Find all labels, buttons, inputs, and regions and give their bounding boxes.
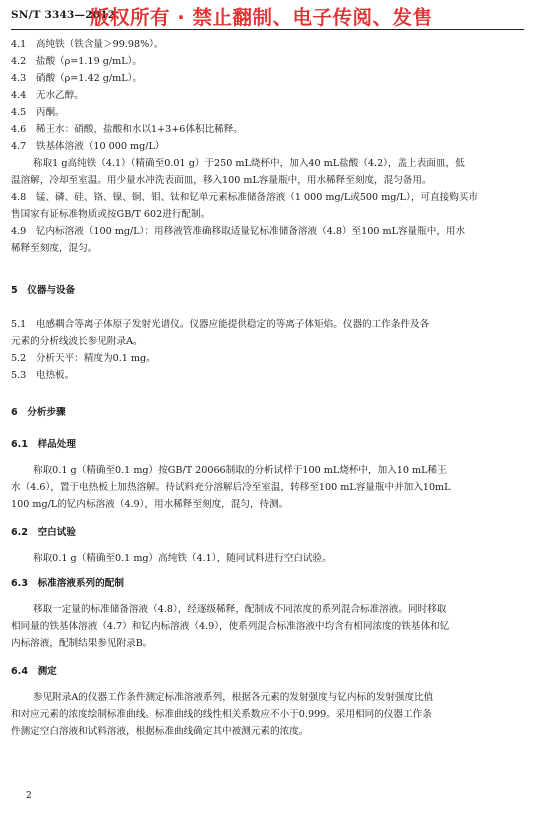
paragraph-line: 和对应元素的浓度绘制标准曲线。标准曲线的线性相关系数应不小于0.999。采用相同的仪器工作条	[11, 709, 432, 720]
subsection-heading-6-1: 6.1 样品处理	[11, 439, 76, 450]
section-heading-5: 5 仪器与设备	[11, 285, 76, 296]
paragraph-line: 稀释至刻度，混匀。	[11, 243, 98, 254]
section-heading-6: 6 分析步骤	[11, 407, 66, 418]
paragraph-line: 水（4.6），置于电热板上加热溶解。待试料充分溶解后冷至室温，转移至100 mL容量瓶中并加入10mL	[11, 482, 451, 493]
paragraph-line: 温溶解，冷却至室温。用少量水冲洗表面皿，移入100 mL容量瓶中，用水稀释至刻度，混匀备用。	[11, 175, 432, 186]
subsection-heading-6-3: 6.3 标准溶液系列的配制	[11, 578, 124, 589]
header-rule	[11, 29, 524, 30]
paragraph-line: 售国家有证标准物质或按GB/T 602进行配制。	[11, 209, 211, 220]
item-4-1: 4.1 高纯铁（铁含量＞99.98%）。	[11, 39, 164, 50]
item-4-6: 4.6 稀王水：硝酸、盐酸和水以1+3+6体积比稀释。	[11, 124, 243, 135]
standard-code: SN/T 3343—2012	[11, 9, 116, 21]
paragraph-line: 称取1 g高纯铁（4.1）（精确至0.01 g）于250 mL烧杯中，加入40 mL盐酸（4.2），盖上表面皿，低	[33, 158, 465, 169]
paragraph-line: 相同量的铁基体溶液（4.7）和钇内标溶液（4.9），使系列混合标准溶液中均含有相同浓度的铁基体和钇	[11, 621, 450, 632]
item-5-3: 5.3 电热板。	[11, 370, 75, 381]
paragraph-line: 元素的分析线波长参见附录A。	[11, 336, 143, 347]
item-4-9: 4.9 钇内标溶液（100 mg/L）：用移液管准确移取适量钇标准储备溶液（4.8）至100 mL容量瓶中，用水	[11, 226, 466, 237]
paragraph-line: 移取一定量的标准储备溶液（4.8），经逐级稀释，配制成不同浓度的系列混合标准溶液。同时移取	[33, 604, 447, 615]
item-4-4: 4.4 无水乙醇。	[11, 90, 84, 101]
paragraph-line: 件测定空白溶液和试料溶液，根据标准曲线确定其中被测元素的浓度。	[11, 726, 309, 737]
paragraph-line: 内标溶液，配制结果参见附录B。	[11, 638, 153, 649]
item-4-2: 4.2 盐酸（ρ=1.19 g/mL）。	[11, 56, 142, 67]
paragraph-line: 称取0.1 g（精确至0.1 mg）按GB/T 20066制取的分析试样于100 mL烧杯中，加入10 mL稀王	[33, 465, 447, 476]
watermark: 版权所有 · 禁止翻制、电子传阅、发售	[90, 6, 433, 29]
item-4-5: 4.5 丙酮。	[11, 107, 65, 118]
item-4-7: 4.7 铁基体溶液（10 000 mg/L）	[11, 141, 165, 152]
paragraph-line: 参见附录A的仪器工作条件测定标准溶液系列，根据各元素的发射强度与钇内标的发射强度比值	[33, 692, 434, 703]
item-4-3: 4.3 硝酸（ρ=1.42 g/mL）。	[11, 73, 142, 84]
subsection-heading-6-4: 6.4 测定	[11, 666, 57, 677]
item-4-8: 4.8 锰、磷、硅、铬、镍、铜、钼、钛和钇单元素标准储备溶液（1 000 mg/L或500 mg/L），可直接购买市	[11, 192, 478, 203]
subsection-heading-6-2: 6.2 空白试验	[11, 527, 76, 538]
page-number: 2	[26, 791, 32, 801]
paragraph-line: 100 mg/L的钇内标溶液（4.9），用水稀释至刻度，混匀，待测。	[11, 499, 289, 510]
paragraph-line: 称取0.1 g（精确至0.1 mg）高纯铁（4.1），随同试料进行空白试验。	[33, 553, 332, 564]
item-5-1: 5.1 电感耦合等离子体原子发射光谱仪。仪器应能提供稳定的等离子体矩焰。仪器的工作条件及各	[11, 319, 430, 330]
item-5-2: 5.2 分析天平：精度为0.1 mg。	[11, 353, 156, 364]
